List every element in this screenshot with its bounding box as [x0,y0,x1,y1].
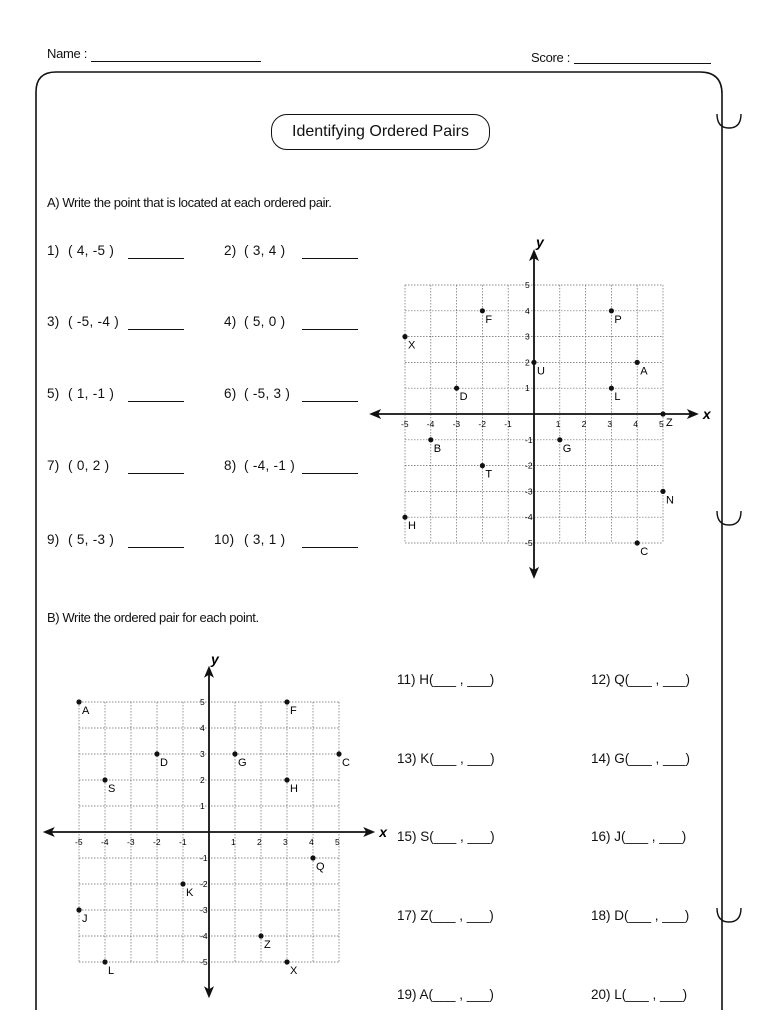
point-label: C [640,546,649,558]
y-tick-label: 3 [525,331,530,342]
x-tick-label: -3 [452,419,461,429]
point-label: J [82,913,88,925]
ordered-pair: ( -5, -4 ) [68,314,120,329]
x-tick-label: -1 [504,419,512,429]
data-point [336,751,341,756]
y-tick-label: 5 [200,697,205,707]
point-label: N [666,494,674,507]
point-label: 15) S [397,829,430,844]
answer-blank[interactable] [128,329,184,330]
x-tick-label: -5 [75,837,83,847]
y-tick-label: -4 [200,931,208,941]
question-number: 2) [224,243,237,258]
point-label: 11) H [397,672,430,687]
answer-blank[interactable]: (___ , ___) [429,829,495,844]
y-axis-label: y [536,234,544,251]
answer-blank[interactable] [302,401,358,402]
point-label: K [186,887,194,899]
data-point [660,489,665,494]
ordered-pair-question [591,672,690,687]
point-label: B [433,442,442,455]
answer-blank[interactable]: (___ , ___) [428,987,494,1002]
ordered-pair: ( 4, -5 ) [68,243,115,258]
ordered-pair: ( 0, 2 ) [68,458,110,473]
data-point [660,411,665,416]
point-label: Z [666,417,673,429]
data-point [609,386,614,391]
y-tick-label: -2 [200,879,208,889]
data-point [76,699,81,704]
x-tick-label: 4 [633,419,638,429]
data-point [454,386,459,391]
coordinate-grid-a [368,234,711,583]
data-point [480,308,485,313]
x-tick-label: 5 [335,837,340,847]
ordered-pair: ( 3, 1 ) [244,532,286,547]
data-point [428,437,433,442]
ordered-pair: ( 5, -3 ) [68,532,115,547]
point-label: L [614,391,621,404]
question-number: 7) [47,458,60,473]
data-point [102,959,107,964]
section-b-instruction: B) Write the ordered pair for each point. [47,610,259,625]
ordered-pair: ( -5, 3 ) [244,386,291,401]
data-point [531,360,536,365]
answer-blank[interactable] [128,258,184,259]
x-tick-label: 1 [231,837,236,847]
point-label: F [290,705,297,717]
binder-hole-mark [714,110,744,132]
point-label: H [408,520,416,533]
x-tick-label: 1 [555,419,561,429]
point-label: H [290,783,298,795]
point-label: U [537,365,545,378]
y-tick-label: -3 [200,905,208,915]
point-label: 12) Q [591,672,625,687]
answer-blank[interactable] [302,473,358,474]
point-label: A [640,365,648,378]
x-tick-label: 2 [581,419,587,429]
y-tick-label: -4 [525,512,533,523]
point-label: T [485,468,493,481]
ordered-pair-question [591,987,687,1002]
binder-hole-mark [714,904,744,926]
answer-blank[interactable]: (___ , ___) [621,829,687,844]
question-number: 4) [224,314,237,329]
answer-blank[interactable]: (___ , ___) [429,751,495,766]
ordered-pair: ( 1, -1 ) [68,386,115,401]
data-point [284,699,289,704]
answer-blank[interactable]: (___ , ___) [624,908,690,923]
answer-blank[interactable] [128,401,184,402]
point-label: A [82,705,90,717]
y-tick-label: 2 [200,775,205,785]
point-label: C [342,757,350,769]
answer-blank[interactable] [128,547,184,548]
ordered-pair-question [591,829,686,844]
ordered-pair: ( 5, 0 ) [244,314,286,329]
data-point [258,933,263,938]
point-label: D [459,391,468,404]
point-label: X [290,965,298,977]
x-tick-label: -3 [127,837,135,847]
question-number: 8) [224,458,237,473]
point-label: D [160,757,168,769]
ordered-pair-question [591,908,689,923]
point-label: 13) K [397,751,430,766]
data-point [609,308,614,313]
answer-blank[interactable] [302,547,358,548]
y-tick-label: -5 [525,538,533,548]
y-axis-label: y [211,650,219,667]
data-point [635,360,640,365]
answer-blank[interactable] [302,329,358,330]
binder-hole-mark [714,507,744,529]
answer-blank[interactable]: (___ , ___) [624,751,691,766]
y-tick-label: 4 [200,723,205,733]
x-tick-label: 3 [607,419,613,429]
point-label: G [562,442,572,455]
point-label: 17) Z [397,908,429,923]
point-label: G [238,757,247,769]
data-point [402,515,407,520]
data-point [284,777,289,782]
ordered-pair: ( 3, 4 ) [244,243,286,258]
coordinate-grid-b [40,652,385,1002]
point-label: 19) A [397,987,429,1002]
x-tick-label: 5 [659,419,664,429]
ordered-pair-question [397,829,495,844]
point-label: Z [264,939,271,951]
data-point [557,437,562,442]
y-tick-label: -1 [200,853,208,863]
point-label: 14) G [591,751,625,766]
answer-blank[interactable]: (___ , ___) [624,672,691,687]
ordered-pair-question [397,987,494,1002]
answer-blank[interactable]: (___ , ___) [428,908,494,923]
point-label: L [108,965,115,977]
answer-blank[interactable] [302,258,358,259]
point-label: X [408,339,416,352]
x-axis-label: x [702,406,711,422]
question-number: 3) [47,314,60,329]
x-tick-label: -1 [179,837,187,847]
name-label: Name : [47,46,88,61]
point-label: S [108,783,116,795]
y-tick-label: 3 [200,749,205,759]
answer-blank[interactable]: (___ , ___) [621,987,688,1002]
y-tick-label: -2 [525,460,533,471]
answer-blank[interactable]: (___ , ___) [429,672,495,687]
question-number: 10) [214,532,235,547]
y-tick-label: 4 [525,305,530,316]
x-tick-label: -4 [426,419,435,429]
x-tick-label: -5 [401,419,409,429]
y-tick-label: 5 [525,280,530,290]
ordered-pair: ( -4, -1 ) [244,458,296,473]
section-a-instruction: A) Write the point that is located at each ordered pair. [47,195,332,210]
data-point [480,463,485,468]
data-point [402,334,407,339]
data-point [76,907,81,912]
data-point [102,777,107,782]
x-tick-label: 2 [257,837,262,847]
x-axis-label: x [379,824,387,840]
y-tick-label: -1 [525,434,533,445]
score-label: Score : [531,50,571,65]
question-number: 6) [224,386,237,401]
data-point [284,959,289,964]
x-tick-label: 3 [283,837,288,847]
x-tick-label: -2 [478,419,486,429]
point-label: P [614,313,622,326]
point-label: F [485,313,493,326]
worksheet-title: Identifying Ordered Pairs [271,114,490,150]
question-number: 9) [47,532,60,547]
data-point [154,751,159,756]
y-tick-label: -5 [200,957,208,967]
question-number: 5) [47,386,60,401]
data-point [232,751,237,756]
x-tick-label: -4 [101,837,109,847]
ordered-pair-question [397,672,494,687]
data-point [635,540,640,545]
x-tick-label: -2 [153,837,161,847]
question-number: 1) [47,243,60,258]
ordered-pair-question [591,751,690,766]
data-point [310,855,315,860]
point-label: Q [316,861,325,873]
ordered-pair-question [397,751,495,766]
point-label: 16) J [591,829,622,844]
y-tick-label: 1 [200,801,205,811]
x-tick-label: 4 [309,837,314,847]
answer-blank[interactable] [128,473,184,474]
ordered-pair-question [397,908,494,923]
y-tick-label: 1 [525,383,530,394]
point-label: 18) D [591,908,625,923]
data-point [180,881,185,886]
point-label: 20) L [591,987,622,1002]
y-tick-label: 2 [525,357,530,368]
y-tick-label: -3 [525,486,533,497]
